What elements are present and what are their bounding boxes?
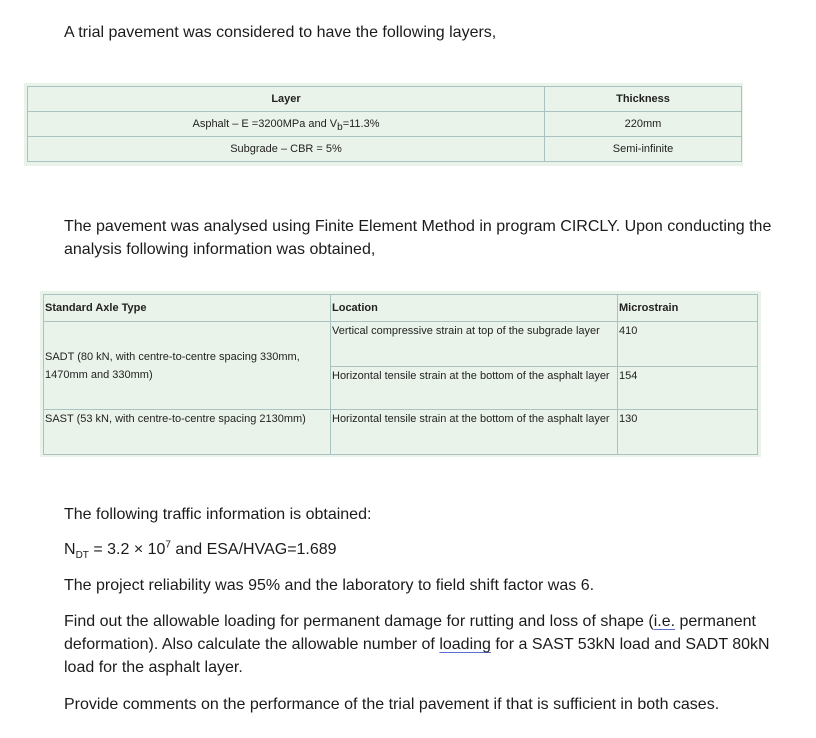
ie-underlined-text: i.e. bbox=[653, 613, 676, 630]
sadt-axle-cell: SADT (80 kN, with centre-to-centre spacing 330mm, 1470mm and 330mm) bbox=[44, 322, 331, 410]
loading-underlined-text: loading bbox=[439, 636, 491, 653]
header-axle-type: Standard Axle Type bbox=[44, 295, 331, 322]
ndt-paragraph: $N_{DT} = 3.2 \times 10^7$ and ESA/HVAG=1.689 bbox=[64, 539, 337, 562]
asphalt-layer-cell: Asphalt – E =3200MPa and $V_b=11.3\%$ bbox=[28, 112, 545, 137]
strain-table bbox=[43, 294, 758, 455]
analysis-paragraph: The pavement was analysed using Finite Element Method in program CIRCLY. Upon conducting the analysis following information was obtained, bbox=[64, 218, 772, 258]
header-microstrain: Microstrain bbox=[618, 295, 758, 322]
table-header-row bbox=[28, 87, 742, 112]
traffic-intro-paragraph: The following traffic information is obtained: bbox=[64, 506, 372, 523]
sast-axle-cell: SAST (53 kN, with centre-to-centre spacing 2130mm) bbox=[44, 410, 331, 455]
sadt-subgrade-microstrain-cell: 410 bbox=[618, 322, 758, 367]
asphalt-thickness-cell: 220mm bbox=[545, 112, 742, 137]
strain-table-container bbox=[40, 291, 761, 457]
sast-microstrain-cell: 130 bbox=[618, 410, 758, 455]
comment-paragraph: Provide comments on the performance of the trial pavement if that is sufficient in both cases. bbox=[64, 696, 720, 713]
table-row bbox=[28, 112, 742, 137]
table-header-row bbox=[44, 295, 758, 322]
header-layer: Layer bbox=[28, 87, 545, 112]
header-location: Location bbox=[331, 295, 618, 322]
table-row bbox=[44, 322, 758, 367]
sadt-subgrade-location-cell: Vertical compressive strain at top of the subgrade layer bbox=[331, 322, 618, 367]
subgrade-layer-cell: Subgrade – CBR = 5% bbox=[28, 137, 545, 162]
header-thickness: Thickness bbox=[545, 87, 742, 112]
subgrade-thickness-cell: Semi-infinite bbox=[545, 137, 742, 162]
intro-paragraph: A trial pavement was considered to have the following layers, bbox=[64, 24, 497, 41]
layers-table bbox=[27, 86, 742, 162]
sadt-asphalt-microstrain-cell: 154 bbox=[618, 367, 758, 410]
layers-table-container bbox=[24, 83, 743, 166]
task-paragraph: Find out the allowable loading for permanent damage for rutting and loss of shape (i.e. permanent deformation). Also calculate the allowable number of loading for a SAST 53kN load and SADT 80kN load for the asphalt layer. bbox=[64, 613, 770, 676]
table-row bbox=[28, 137, 742, 162]
reliability-paragraph: The project reliability was 95% and the laboratory to field shift factor was 6. bbox=[64, 577, 595, 594]
sadt-asphalt-location-cell: Horizontal tensile strain at the bottom of the asphalt layer bbox=[331, 367, 618, 410]
sast-location-cell: Horizontal tensile strain at the bottom of the asphalt layer bbox=[331, 410, 618, 455]
table-row bbox=[44, 410, 758, 455]
